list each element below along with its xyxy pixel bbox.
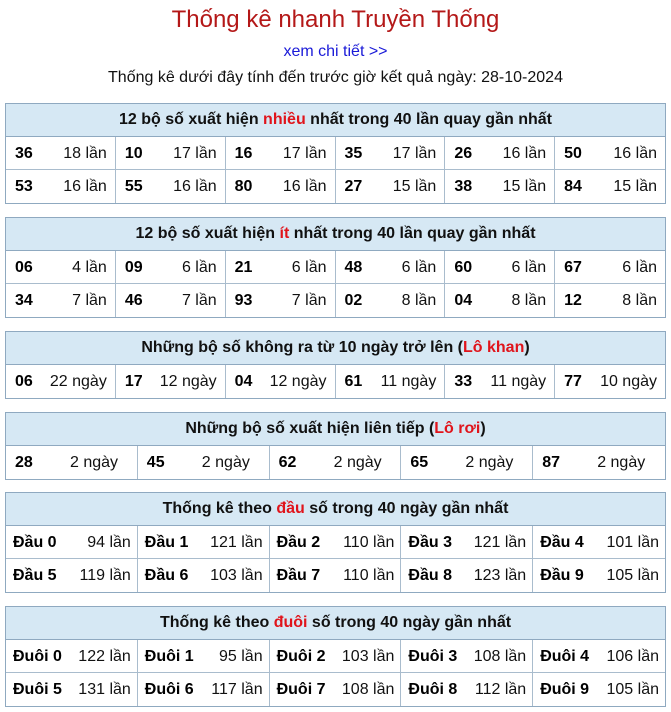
stat-cell <box>336 137 446 170</box>
stat-cell <box>533 559 665 592</box>
stat-key: Đầu 3 <box>408 534 452 551</box>
stat-value: 110 lần <box>343 534 395 551</box>
stat-value: 15 lần <box>613 178 657 195</box>
section-title-highlight: nhiều <box>263 111 306 128</box>
stat-key: 16 <box>234 145 253 162</box>
view-details-link[interactable]: xem chi tiết >> <box>283 43 388 60</box>
stat-cell <box>270 526 402 559</box>
section-title-text: 12 bộ số xuất hiện <box>119 111 264 128</box>
stat-key: Đuôi 7 <box>276 681 326 698</box>
stat-value: 16 lần <box>613 145 657 162</box>
stat-value: 15 lần <box>392 178 437 195</box>
stat-key: 61 <box>344 373 363 390</box>
stat-key: Đuôi 8 <box>408 681 458 698</box>
stat-key: 80 <box>234 178 253 195</box>
stat-cell <box>401 446 533 479</box>
stat-value: 105 lần <box>606 681 659 698</box>
stat-key: 33 <box>454 373 473 390</box>
stat-key: 53 <box>15 178 33 195</box>
stats-grid <box>6 446 665 479</box>
stat-cell <box>555 251 665 284</box>
section-title-highlight: ít <box>279 225 290 242</box>
stats-grid <box>6 365 665 398</box>
stat-value: 108 lần <box>473 648 527 665</box>
stat-value: 6 lần <box>511 259 547 276</box>
stat-cell <box>445 365 555 398</box>
section-title-highlight: đuôi <box>273 614 308 631</box>
stat-value: 7 lần <box>72 292 107 309</box>
stat-key: 93 <box>234 292 253 309</box>
stat-cell <box>401 559 533 592</box>
stat-value: 110 lần <box>343 567 395 584</box>
stat-cell <box>6 170 116 203</box>
stat-cell <box>6 640 138 673</box>
stat-cell <box>116 137 226 170</box>
stat-key: 28 <box>15 454 33 471</box>
stat-value: 6 lần <box>401 259 437 276</box>
stat-cell <box>116 365 226 398</box>
stat-value: 16 lần <box>173 178 217 195</box>
section-title <box>6 104 665 137</box>
stat-cell <box>336 284 446 317</box>
section-duoi-stats <box>5 606 666 707</box>
stat-value: 121 lần <box>473 534 527 551</box>
stat-key: 48 <box>344 259 363 276</box>
stat-key: 36 <box>15 145 33 162</box>
stat-cell <box>116 284 226 317</box>
stat-value: 17 lần <box>392 145 437 162</box>
stat-value: 123 lần <box>473 567 527 584</box>
stat-cell <box>226 284 336 317</box>
stat-key: Đuôi 5 <box>13 681 62 698</box>
stat-value: 103 lần <box>341 648 395 665</box>
stat-cell <box>336 170 446 203</box>
stat-value: 16 lần <box>502 145 547 162</box>
section-title <box>6 332 665 365</box>
page-title: Thống kê nhanh Truyền Thống <box>171 6 500 33</box>
stat-key: Đầu 5 <box>13 567 57 584</box>
stat-key: 02 <box>344 292 363 309</box>
stat-cell <box>555 170 665 203</box>
stat-cell <box>226 251 336 284</box>
stat-key: Đầu 6 <box>144 567 189 584</box>
stat-cell <box>445 284 555 317</box>
stat-value: 17 lần <box>173 145 217 162</box>
stat-cell <box>138 640 270 673</box>
stat-value: 2 ngày <box>333 454 382 471</box>
stat-cell <box>6 673 138 706</box>
stat-key: 04 <box>234 373 253 390</box>
stat-key: 27 <box>344 178 363 195</box>
stat-key: 10 <box>124 145 143 162</box>
section-title-highlight: Lô rơi <box>434 420 481 437</box>
stat-key: 55 <box>124 178 143 195</box>
stat-cell <box>138 559 270 592</box>
stat-key: 21 <box>234 259 253 276</box>
stat-key: Đầu 8 <box>408 567 452 584</box>
stat-cell <box>533 673 665 706</box>
stat-value: 8 lần <box>401 292 437 309</box>
stat-cell <box>6 284 116 317</box>
stat-key: 04 <box>454 292 473 309</box>
section-dau-stats <box>5 492 666 593</box>
stats-grid <box>6 251 665 317</box>
stat-key: 34 <box>15 292 33 309</box>
stat-value: 6 lần <box>291 259 327 276</box>
stat-value: 16 lần <box>282 178 327 195</box>
stat-key: Đầu 2 <box>276 534 321 551</box>
stat-key: 60 <box>454 259 473 276</box>
page-subtitle: Thống kê dưới đây tính đến trước giờ kết quả ngày: 28-10-2024 <box>108 69 563 86</box>
stat-cell <box>270 559 402 592</box>
stat-value: 2 ngày <box>597 454 646 471</box>
stat-key: 45 <box>146 454 165 471</box>
stat-key: 12 <box>564 292 582 309</box>
stat-value: 11 ngày <box>490 373 547 390</box>
stat-value: 18 lần <box>63 145 107 162</box>
stat-key: 65 <box>410 454 429 471</box>
stat-cell <box>533 446 665 479</box>
section-title <box>6 607 665 640</box>
stat-key: Đuôi 1 <box>144 648 194 665</box>
section-title-text: ) <box>524 339 530 356</box>
stat-value: 6 lần <box>622 259 657 276</box>
stat-cell <box>401 640 533 673</box>
stat-value: 7 lần <box>291 292 327 309</box>
stat-key: Đuôi 4 <box>540 648 590 665</box>
stat-key: 06 <box>15 259 33 276</box>
stats-grid <box>6 137 665 203</box>
stat-cell <box>445 170 555 203</box>
stat-cell <box>6 446 138 479</box>
stat-value: 7 lần <box>181 292 217 309</box>
stat-key: Đầu 4 <box>540 534 584 551</box>
stat-cell <box>445 251 555 284</box>
stat-cell <box>138 673 270 706</box>
stat-value: 2 ngày <box>201 454 250 471</box>
section-title-text: số trong 40 ngày gần nhất <box>304 500 509 517</box>
stat-key: Đuôi 0 <box>13 648 62 665</box>
stat-key: 84 <box>564 178 582 195</box>
stats-grid <box>6 640 665 706</box>
stat-cell <box>138 526 270 559</box>
stat-key: Đầu 7 <box>276 567 321 584</box>
stat-key: Đuôi 6 <box>144 681 194 698</box>
stat-cell <box>445 137 555 170</box>
stat-key: 06 <box>15 373 33 390</box>
stat-key: Đầu 9 <box>540 567 584 584</box>
stat-cell <box>138 446 270 479</box>
stat-key: 26 <box>454 145 473 162</box>
section-title-text: Thống kê theo <box>162 500 277 517</box>
stat-key: Đầu 1 <box>144 534 189 551</box>
stat-key: 35 <box>344 145 363 162</box>
stat-cell <box>555 137 665 170</box>
stat-value: 108 lần <box>341 681 395 698</box>
stat-value: 12 ngày <box>159 373 217 390</box>
stat-value: 2 ngày <box>465 454 514 471</box>
stat-key: 38 <box>454 178 473 195</box>
stat-value: 16 lần <box>63 178 107 195</box>
stat-cell <box>226 365 336 398</box>
stat-cell <box>401 526 533 559</box>
stat-value: 105 lần <box>606 567 659 584</box>
stat-value: 121 lần <box>210 534 263 551</box>
stat-value: 122 lần <box>78 648 131 665</box>
section-title-text: số trong 40 ngày gần nhất <box>307 614 512 631</box>
stat-cell <box>6 365 116 398</box>
stat-key: 67 <box>564 259 582 276</box>
stat-value: 94 lần <box>87 534 131 551</box>
stat-key: 87 <box>542 454 560 471</box>
stat-cell <box>555 365 665 398</box>
stat-key: Đuôi 2 <box>276 648 326 665</box>
stat-key: 09 <box>124 259 143 276</box>
stat-cell <box>336 365 446 398</box>
section-title <box>6 218 665 251</box>
section-title <box>6 413 665 446</box>
section-title-highlight: Lô khan <box>463 339 525 356</box>
stat-cell <box>6 251 116 284</box>
stat-key: 62 <box>278 454 297 471</box>
stat-cell <box>401 673 533 706</box>
stat-value: 95 lần <box>219 648 263 665</box>
stat-key: 17 <box>124 373 143 390</box>
stat-value: 17 lần <box>282 145 327 162</box>
stat-key: Đuôi 9 <box>540 681 590 698</box>
stat-value: 15 lần <box>502 178 547 195</box>
section-title-text: Những bộ số xuất hiện liên tiếp ( <box>185 420 435 437</box>
stat-value: 6 lần <box>181 259 217 276</box>
stat-value: 2 ngày <box>70 454 119 471</box>
stat-value: 12 ngày <box>269 373 327 390</box>
stat-key: Đầu 0 <box>13 534 57 551</box>
stat-value: 4 lần <box>72 259 107 276</box>
stat-value: 117 lần <box>211 681 263 698</box>
stat-cell <box>226 137 336 170</box>
section-title-text: ) <box>480 420 486 437</box>
stats-grid <box>6 526 665 592</box>
section-title-highlight: đầu <box>276 500 305 517</box>
stat-cell <box>555 284 665 317</box>
stat-cell <box>116 170 226 203</box>
section-lo-khan <box>5 331 666 399</box>
stat-key: 50 <box>564 145 582 162</box>
section-title-text: nhất trong 40 lần quay gần nhất <box>289 225 536 242</box>
stat-value: 112 lần <box>474 681 527 698</box>
stat-value: 106 lần <box>606 648 659 665</box>
stat-key: Đuôi 3 <box>408 648 458 665</box>
section-least-frequent <box>5 217 666 318</box>
stat-cell <box>270 446 402 479</box>
section-title-text: Những bộ số không ra từ 10 ngày trở lên ( <box>141 339 463 356</box>
stat-key: 77 <box>564 373 582 390</box>
stat-cell <box>270 640 402 673</box>
stat-value: 103 lần <box>210 567 263 584</box>
stat-value: 10 ngày <box>600 373 657 390</box>
stat-cell <box>533 640 665 673</box>
stat-cell <box>6 137 116 170</box>
section-most-frequent <box>5 103 666 204</box>
stat-value: 131 lần <box>78 681 131 698</box>
section-title-text: nhất trong 40 lần quay gần nhất <box>305 111 552 128</box>
stat-cell <box>270 673 402 706</box>
stat-key: 46 <box>124 292 143 309</box>
stat-value: 22 ngày <box>49 373 107 390</box>
stat-cell <box>6 559 138 592</box>
section-title <box>6 493 665 526</box>
stat-cell <box>336 251 446 284</box>
section-lo-roi <box>5 412 666 480</box>
stat-cell <box>533 526 665 559</box>
stat-value: 11 ngày <box>380 373 437 390</box>
stat-cell <box>226 170 336 203</box>
stat-value: 101 lần <box>606 534 659 551</box>
stat-cell <box>6 526 138 559</box>
stat-value: 8 lần <box>622 292 657 309</box>
stat-value: 119 lần <box>79 567 131 584</box>
stat-cell <box>116 251 226 284</box>
stat-value: 8 lần <box>511 292 547 309</box>
section-title-text: Thống kê theo <box>159 614 274 631</box>
section-title-text: 12 bộ số xuất hiện <box>135 225 280 242</box>
